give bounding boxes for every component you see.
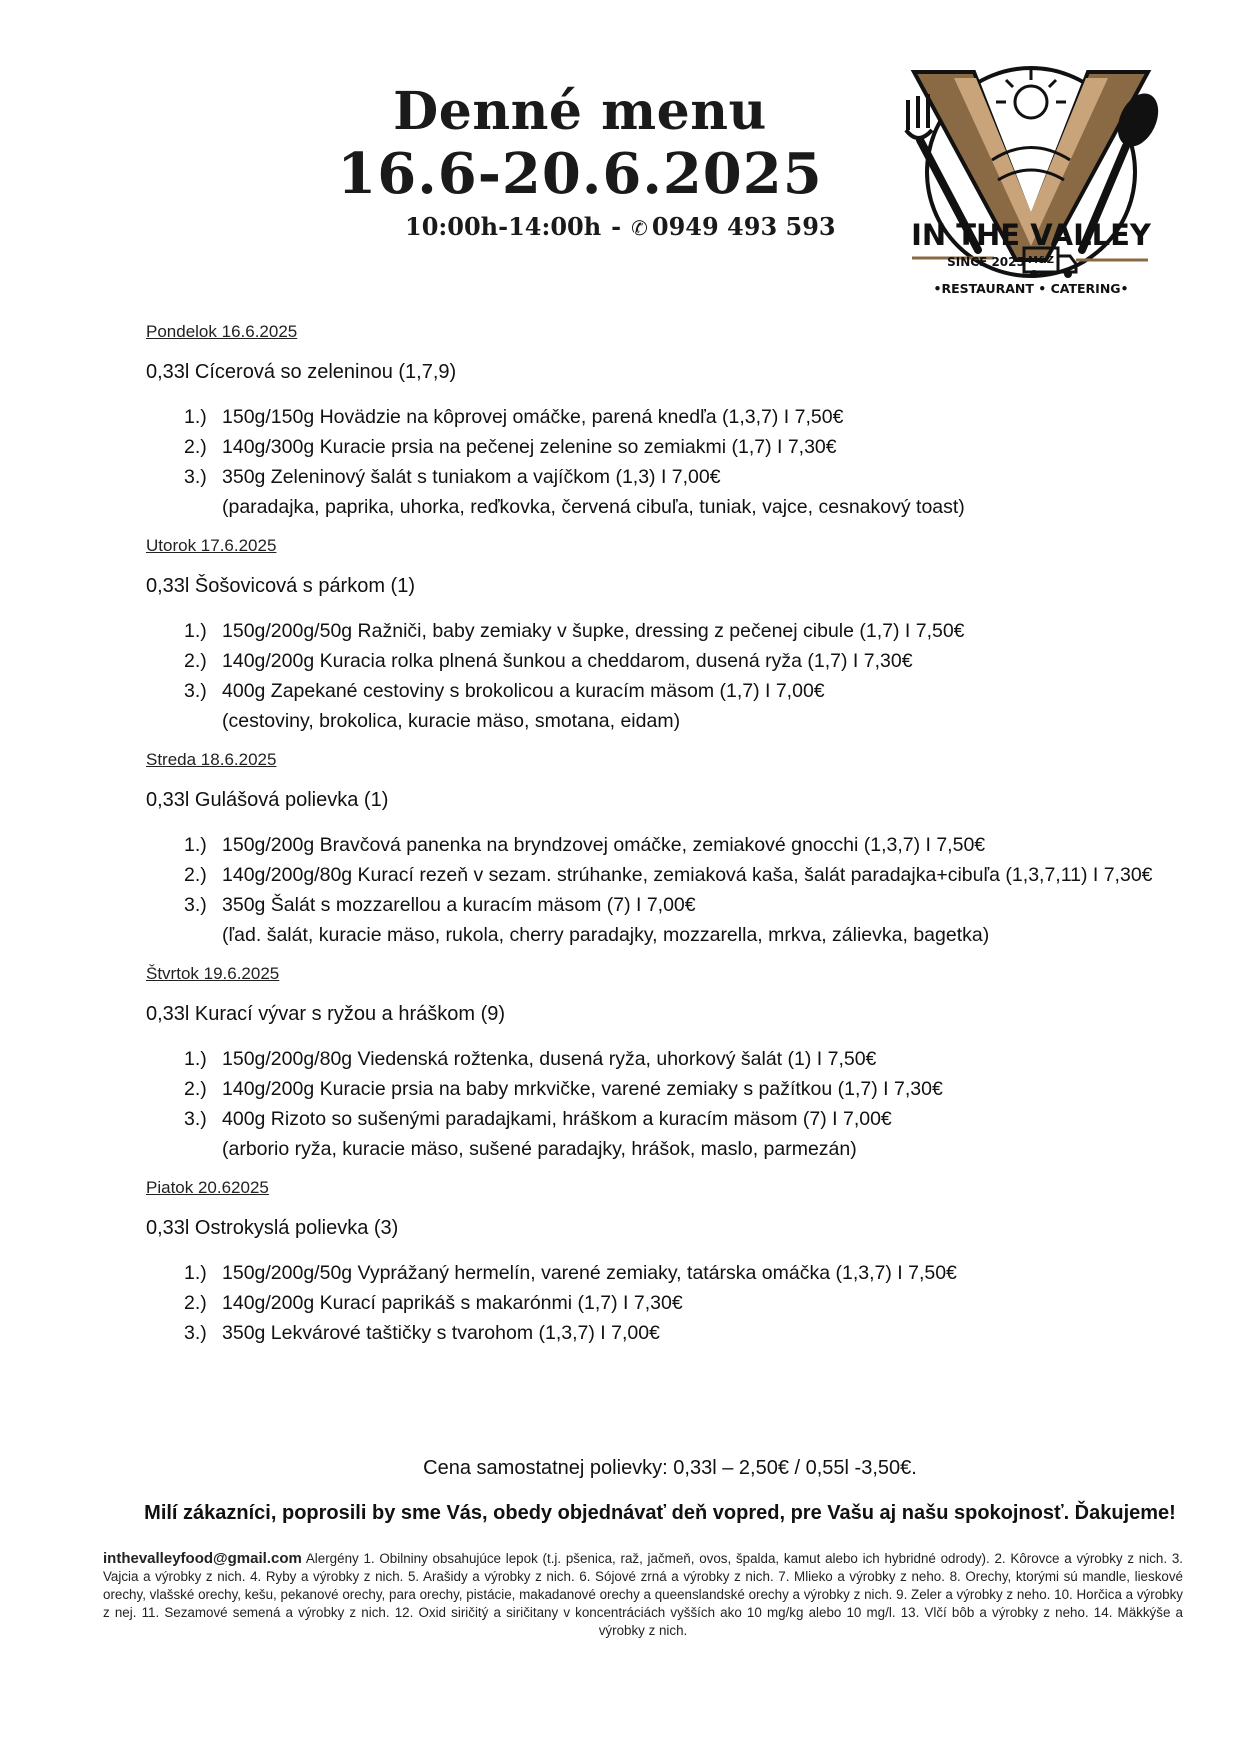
dish-text: 140g/200g Kurací paprikáš s makarónmi (1,7) I 7,30€ <box>222 1292 683 1314</box>
dish-list <box>146 402 1226 522</box>
dish-text: 140g/200g Kuracia rolka plnená šunkou a cheddarom, dusená ryža (1,7) I 7,30€ <box>222 650 913 672</box>
dish-number: 3.) <box>184 894 207 916</box>
dish-number: 2.) <box>184 1292 207 1314</box>
dish-item <box>184 616 1226 646</box>
dish-list <box>146 830 1226 950</box>
allergen-list: Alergény 1. Obilniny obsahujúce lepok (t.j. pšenica, raž, jačmeň, ovos, špalda, kamut alebo ich hybridné odrody). 2. Kôrovce a výrobky z nich. 3. Vajcia a výrobky z nich. 4. Ryby a výrobky z nich. 5. Arašidy a výrobky z nich. 6. Sójové zrná a výrobky z nich. 7. Mlieko a výrobky z neho. 8. Orechy, ktorými sú mandle, lieskové orechy, vlašské orechy, kešu, pekanové orechy, para orechy, pistácie, makadanové orechy a queenslandské orechy a výrobky z nich. 9. Zeler a výrobky z neho. 10. Horčica a výrobky z nej. 11. Sezamové semená a výrobky z nich. 12. Oxid siričitý a siričitany v koncentráciách vyšších ako 10 mg/kg alebo 10 mg/l. 13. Vlčí bôb a výrobky z neho. 14. Mäkkýše a výrobky z nich. <box>103 1551 1183 1638</box>
day-heading: Streda 18.6.2025 <box>146 750 277 769</box>
dish-item <box>184 1104 1226 1164</box>
day-heading: Utorok 17.6.2025 <box>146 536 277 555</box>
dish-item <box>184 1044 1226 1074</box>
dish-number: 1.) <box>184 406 207 428</box>
soup-of-day: 0,33l Šošovicová s párkom (1) <box>146 575 416 597</box>
logo-badge: M&Z <box>1028 255 1054 266</box>
dish-item <box>184 1074 1226 1104</box>
menu-date-range: 16.6-20.6.2025 <box>337 141 823 207</box>
dish-item <box>184 830 1226 860</box>
day-thursday <box>146 962 1226 1164</box>
opening-hours-line <box>405 212 836 241</box>
day-wednesday <box>146 748 1226 950</box>
dish-block <box>222 462 965 522</box>
dish-item <box>184 402 1226 432</box>
dish-number: 1.) <box>184 834 207 856</box>
logo-tagline: •RESTAURANT • CATERING• <box>933 281 1129 296</box>
dish-item <box>184 860 1226 890</box>
dish-text: 400g Rizoto so sušenými paradajkami, hráškom a kuracím mäsom (7) I 7,00€ <box>222 1108 892 1130</box>
day-tuesday <box>146 534 1226 736</box>
dish-number: 1.) <box>184 1048 207 1070</box>
opening-hours: 10:00h-14:00h <box>405 212 602 241</box>
dish-block <box>222 1104 892 1164</box>
dish-number: 3.) <box>184 1322 207 1344</box>
dish-text: 140g/200g/80g Kurací rezeň v sezam. strúhanke, zemiaková kaša, šalát paradajka+cibuľa (1,3,7,11) I 7,30€ <box>222 864 1153 886</box>
dish-list <box>146 1044 1226 1164</box>
contact-email[interactable]: inthevalleyfood@gmail.com <box>103 1550 302 1567</box>
dish-text: 350g Zeleninový šalát s tuniakom a vajíčkom (1,3) I 7,00€ <box>222 466 721 488</box>
dish-ingredients: (paradajka, paprika, uhorka, reďkovka, červená cibuľa, tuniak, vajce, cesnakový toast) <box>222 496 965 518</box>
restaurant-logo <box>886 50 1176 328</box>
dish-item <box>184 432 1226 462</box>
dish-number: 2.) <box>184 436 207 458</box>
dish-item <box>184 1318 1226 1348</box>
dish-item <box>184 1288 1226 1318</box>
dish-text: 140g/200g Kuracie prsia na baby mrkvičke, varené zemiaky s pažítkou (1,7) I 7,30€ <box>222 1078 943 1100</box>
dish-number: 2.) <box>184 1078 207 1100</box>
separator: - <box>611 212 622 241</box>
dish-text: 350g Lekvárové taštičky s tvarohom (1,3,7) I 7,00€ <box>222 1322 660 1344</box>
day-heading: Štvrtok 19.6.2025 <box>146 964 280 983</box>
day-monday <box>146 320 1226 522</box>
dish-list <box>146 1258 1226 1348</box>
dish-number: 1.) <box>184 620 207 642</box>
dish-number: 2.) <box>184 650 207 672</box>
soup-of-day: 0,33l Gulášová polievka (1) <box>146 789 389 811</box>
dish-text: 150g/200g Bravčová panenka na bryndzovej omáčke, zemiakové gnocchi (1,3,7) I 7,50€ <box>222 834 986 856</box>
day-friday <box>146 1176 1226 1348</box>
dish-item <box>184 1258 1226 1288</box>
dish-text: 150g/150g Hovädzie na kôprovej omáčke, parená knedľa (1,3,7) I 7,50€ <box>222 406 844 428</box>
soup-price-note: Cena samostatnej polievky: 0,33l – 2,50€ / 0,55l -3,50€. <box>423 1457 917 1479</box>
dish-number: 3.) <box>184 466 207 488</box>
day-heading: Piatok 20.62025 <box>146 1178 269 1197</box>
dish-text: 150g/200g/80g Viedenská rožtenka, dusená ryža, uhorkový šalát (1) I 7,50€ <box>222 1048 877 1070</box>
dish-text: 150g/200g/50g Vyprážaný hermelín, varené zemiaky, tatárska omáčka (1,3,7) I 7,50€ <box>222 1262 957 1284</box>
dish-item <box>184 676 1226 736</box>
dish-number: 1.) <box>184 1262 207 1284</box>
customer-note: Milí zákazníci, poprosili by sme Vás, obedy objednávať deň vopred, pre Vašu aj našu spokojnosť. Ďakujeme! <box>144 1502 1176 1524</box>
soup-of-day: 0,33l Ostrokyslá polievka (3) <box>146 1217 399 1239</box>
dish-number: 2.) <box>184 864 207 886</box>
dish-block <box>222 890 989 950</box>
dish-ingredients: (arborio ryža, kuracie mäso, sušené paradajky, hrášok, maslo, parmezán) <box>222 1138 857 1160</box>
dish-text: 400g Zapekané cestoviny s brokolicou a kuracím mäsom (1,7) I 7,00€ <box>222 680 825 702</box>
phone-icon: ✆ <box>631 216 648 240</box>
day-heading: Pondelok 16.6.2025 <box>146 322 298 341</box>
soup-of-day: 0,33l Kurací vývar s ryžou a hráškom (9) <box>146 1003 506 1025</box>
allergen-footer <box>103 1550 1183 1640</box>
logo-since: SINCE 2025 <box>947 255 1025 269</box>
soup-of-day: 0,33l Cícerová so zeleninou (1,7,9) <box>146 361 457 383</box>
page-title: Denné menu <box>393 81 767 142</box>
dish-text: 350g Šalát s mozzarellou a kuracím mäsom (7) I 7,00€ <box>222 894 696 916</box>
phone-number[interactable]: 0949 493 593 <box>651 212 836 241</box>
dish-number: 3.) <box>184 1108 207 1130</box>
menu-content <box>146 320 1226 1348</box>
dish-number: 3.) <box>184 680 207 702</box>
dish-item <box>184 462 1226 522</box>
dish-ingredients: (cestoviny, brokolica, kuracie mäso, smotana, eidam) <box>222 710 681 732</box>
sun-icon <box>996 70 1066 118</box>
dish-text: 150g/200g/50g Ražniči, baby zemiaky v šupke, dressing z pečenej cibule (1,7) I 7,50€ <box>222 620 965 642</box>
dish-list <box>146 616 1226 736</box>
dish-ingredients: (ľad. šalát, kuracie mäso, rukola, cherry paradajky, mozzarella, mrkva, zálievka, bagetka) <box>222 924 990 946</box>
dish-item <box>184 890 1226 950</box>
dish-item <box>184 646 1226 676</box>
dish-text: 140g/300g Kuracie prsia na pečenej zelenine so zemiakmi (1,7) I 7,30€ <box>222 436 837 458</box>
logo-name: IN THE VALLEY <box>911 218 1151 252</box>
dish-block <box>222 676 825 736</box>
